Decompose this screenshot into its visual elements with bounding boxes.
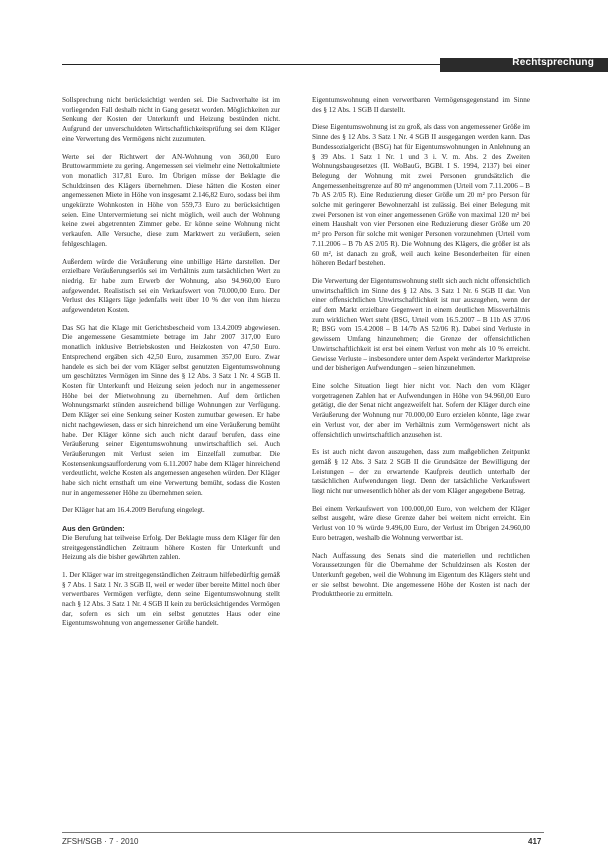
left-column — [62, 96, 280, 637]
section-title: Rechtsprechung — [512, 57, 594, 68]
page-number: 417 — [528, 837, 542, 846]
right-paragraph-6: Bei einem Verkaufswert von 100.000,00 Euro, von welchem der Kläger selbst ausgeht, wäre diese Grenze daher bei weitem nicht erreicht. Ein Verlust von 10 % würde 9.496,00 Euro, der Verlust im Übrigen 24.960,00 Euro betragen, weshalb die Wohnung verwertbar ist. — [312, 504, 530, 542]
right-paragraph-4: Eine solche Situation liegt hier nicht vor. Nach den vom Kläger vorgetragenen Zahlen hat er Aufwendungen in Höhe von 94.960,00 Euro getätigt, die der Senat nicht angezweifelt hat. Sofern der Kläger durch eine Veräußerung der Wohnung nur 70.000,00 Euro erzielen könnte, läge zwar ein Verlust vor, der aber im Verhältnis zum Vermögenswert nicht als offensichtlich unwirtschaftlich anzusehen ist. — [312, 381, 530, 439]
section-header-bar — [440, 58, 608, 72]
left-paragraph-5: Der Kläger hat am 16.4.2009 Berufung eingelegt. — [62, 506, 205, 515]
left-paragraph-2: Werte sei der Richtwert der AN-Wohnung von 360,00 Euro Bruttowarmmiete zu gering. Angemessen sei vielmehr eine Nettokaltmiete von monatlich 317,81 Euro. Im Übrigen müsse der Beklagte die Schuldzinsen des Klägers übernehmen. Diese hätten die Kosten einer angemessenen Miete in Höhe von insgesamt 2.146,82 Euro, sodass bei ihm ungekürzte Wohnkosten in Höhe von 559,73 Euro zu berücksichtigen seien. Eine Untervermietung sei nicht möglich, weil auch der Wohnung keine zwei abgetrennten Zimmer gebe. Er könne seine Wohnung nicht verkaufen. Alle Versuche, diese zum Marktwert zu veräußern, seien fehlgeschlagen. — [62, 152, 280, 248]
right-paragraph-7: Nach Auffassung des Senats sind die materiellen und rechtlichen Voraussetzungen für die Übernahme der Schuldzinsen als Kosten der Unterkunft gegeben, weil die Wohnung im Eigentum des Klägers steht und er sie selbst bewohnt. Die angemessene Höhe der Kosten ist nach der Produkttheorie zu ermitteln. — [312, 551, 530, 599]
right-column — [312, 96, 530, 608]
left-paragraph-1: Sollsprechung nicht berücksichtigt werden sei. Die Sachverhalte ist im vorliegenden Fall deshalb nicht in Gang gesetzt worden. Möglichkeiten zur Senkung der Kosten der Unterkunft und Heizung bestünden nicht. Aufgrund der unverschuldeten Wirtschaftlichkeitsprüfung sei dem Kläger eine Verwertung des Vermögens nicht zuzumuten. — [62, 96, 280, 143]
right-paragraph-3: Die Verwertung der Eigentumswohnung stellt sich auch nicht offensichtlich unwirtschaftlich im Sinne des § 12 Abs. 3 Satz 1 Nr. 6 SGB II dar. Von einer offensichtlichen Unwirtschaftlichkeit ist nur auszugehen, wenn der auf dem Markt erzielbare Gegenwert in einem deutlichen Missverhältnis zum wirklichen Wert steht (BSG, Urteil vom 16.5.2007 – B 11b AS 37/06 R; BSG vom 15.4.2008 – B 14/7b AS 52/06 R). Dabei sind Verluste in gewissem Umfang hinzunehmen; die Grenze der offensichtlichen Unwirtschaftlichkeit ist erst bei einem Verlust von mehr als 10 % erreicht. Gewisse Verluste – insbesondere unter dem Aspekt veränderter Marktpreise und der bisherigen Aufwendungen – seien hinzunehmen. — [312, 276, 530, 373]
right-paragraph-2: Diese Eigentumswohnung ist zu groß, als dass von angemessener Größe im Sinne des § 12 Abs. 3 Satz 1 Nr. 4 SGB II ausgegangen werden kann. Das Bundessozialgericht (BSG) hat für Eigentumswohnungen in Anlehnung an § 39 Abs. 1 Satz 1 Nr. 1 und 3 i. V. m. Abs. 2 des Zweiten Wohnungsbaugesetzes (II. WoBauG, BGBl. I S. 1994, 2137) bei einer Belegung der Wohnung mit zwei Personen grundsätzlich die Angemessenheitsgrenze auf 80 m² angenommen (Urteil vom 7.11.2006 – B 7b AS 2/05 R). Eine Reduzierung dieser Größe um 20 m² pro Person für solche mit geringerer Bewohnerzahl ist zulässig. Bei einer Belegung mit zwei Personen ist von einer angemessenen Größe von maximal 120 m² bei einem Haushalt von vier Personen eine Reduzierung dieser Größe um 20 m² pro Person für solche mit weniger Personen vorzunehmen (Urteil vom 7.11.2006 – B 7b AS 2/05 R). Die Wohnung des Klägers, die größer ist als 60 m², ist danach zu groß, weil auch keine Besonderheiten für einen höheren Bedarf bestehen. — [312, 123, 530, 268]
left-paragraph-7: 1. Der Kläger war im streitgegenständlichen Zeitraum hilfebedürftig gemäß § 7 Abs. 1 Satz 1 Nr. 3 SGB II, weil er weder über bereite Mittel noch über verwertbares Vermögen verfügte, denn seine Eigentumswohnung stellt nach § 12 Abs. 3 Satz 1 Nr. 4 SGB II kein zu berücksichtigendes Vermögen dar, sofern es sich um ein selbst genutztes Haus oder eine Eigentumswohnung von angemessener Größe handelt. — [62, 570, 280, 628]
footer-rule — [62, 832, 544, 833]
left-paragraph-4: Das SG hat die Klage mit Gerichtsbescheid vom 13.4.2009 abgewiesen. Die angemessene Gesamtmiete betrage im Jahr 2007 317,00 Euro monatlich inklusive Betriebskosten und Heizkosten von 47,50 Euro. Entsprechend ergäben sich 42,50 Euro, zusammen 357,00 Euro. Zwar handele es sich bei der vom Kläger selbst genutzten Eigentumswohnung um geschütztes Vermögen im Sinne des § 12 Abs. 3 Satz 1 Nr. 4 SGB II. Kosten für Unterkunft und Heizung seien jedoch nur in angemessener Höhe bei der Mietwohnung zu übernehmen. Auf dem örtlichen Wohnungsmarkt stünden ausreichend billige Wohnungen zur Verfügung. Dem Kläger sei eine Senkung seiner Kosten zumutbar gewesen. Er habe nicht nachgewiesen, dass er sich hinreichend um eine Veräußerung bemüht habe. Der Kläger könne sich auch nicht darauf berufen, dass eine Veräußerung seiner Eigentumswohnung unwirtschaftlich sei. Auch Veräußerungen mit Verlust seien im Einzelfall zumutbar. Die Kostensenkungsaufforderung vom 6.11.2007 habe dem Kläger hinreichend verdeutlicht, welche Kosten als angemessen angesehen würden. Der Kläger habe sich nicht ernsthaft um eine Verwertung bemüht, sodass die Kosten nur in angemessener Höhe zu übernehmen seien. — [62, 323, 280, 497]
section-heading: Aus den Gründen: — [62, 524, 125, 534]
right-paragraph-1: Eigentumswohnung einen verwertbaren Vermögensgegenstand im Sinne des § 12 Abs. 1 SGB II darstellt. — [312, 96, 530, 114]
right-paragraph-5: Es ist auch nicht davon auszugehen, dass zum maßgeblichen Zeitpunkt gemäß § 12 Abs. 3 Satz 2 SGB II die Grundsätze der Bewilligung der Leistungen – der zu erwartende Kaufpreis deutlich unterhalb der tatsächlichen Aufwendungen liegt. Denn der tatsächliche Verkaufswert liegt nicht nur unwesentlich höher als der vom Kläger angegebene Betrag. — [312, 448, 530, 496]
left-paragraph-3: Außerdem würde die Veräußerung eine unbillige Härte darstellen. Der erzielbare Veräußerungserlös sei im Verhältnis zum tatsächlichen Wert zu niedrig. Er habe zum Erwerb der Wohnung, also 94.960,00 Euro aufgewendet. Realistisch sei ein Verkaufswert von 70.000,00 Euro. Der Verlust des Klägers läge jedenfalls weit über 10 % der von ihm hierzu aufgewendeten Kosten. — [62, 257, 280, 315]
journal-citation: ZFSH/SGB · 7 · 2010 — [62, 837, 139, 846]
header-rule — [62, 64, 440, 65]
left-paragraph-6: Die Berufung hat teilweise Erfolg. Der Beklagte muss dem Kläger für den streitgegenständlichen Zeitraum höhere Kosten für Unterkunft und Heizung als die bisher gewährten zahlen. — [62, 533, 280, 562]
